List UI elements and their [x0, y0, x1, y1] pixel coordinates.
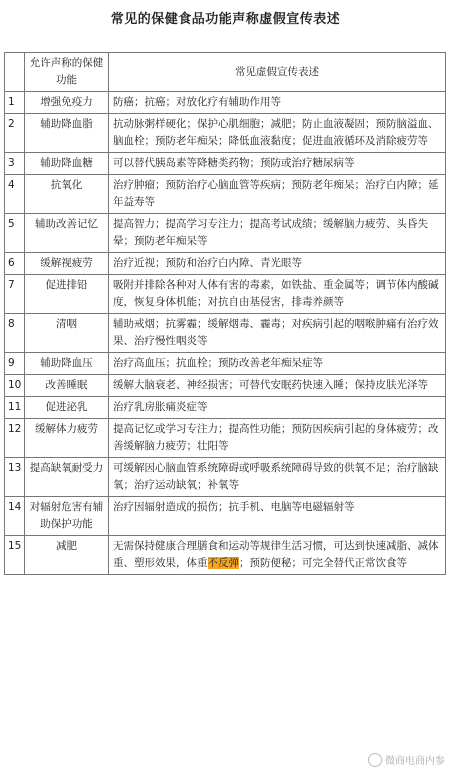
row-number: 6	[5, 253, 25, 275]
row-number: 8	[5, 314, 25, 353]
row-number: 4	[5, 175, 25, 214]
row-allowed-function: 增强免疫力	[25, 92, 109, 114]
row-number: 7	[5, 275, 25, 314]
row-allowed-function: 辅助改善记忆	[25, 214, 109, 253]
row-false-claims: 治疗乳房胀痛炎症等	[109, 397, 446, 419]
table-row	[5, 497, 446, 536]
table-row	[5, 275, 446, 314]
row-allowed-function: 抗氧化	[25, 175, 109, 214]
row-allowed-function: 改善睡眠	[25, 375, 109, 397]
row-allowed-function: 缓解体力疲劳	[25, 419, 109, 458]
wechat-icon	[368, 753, 382, 767]
table-row	[5, 175, 446, 214]
row-allowed-function: 辅助降血糖	[25, 153, 109, 175]
row-false-claims: 提高记忆或学习专注力；提高性功能；预防因疾病引起的身体疲劳；改善缓解脑力疲劳；壮阳等	[109, 419, 446, 458]
row-number: 14	[5, 497, 25, 536]
row-number: 15	[5, 536, 25, 575]
row-allowed-function: 辅助降血压	[25, 353, 109, 375]
row-allowed-function: 辅助降血脂	[25, 114, 109, 153]
table-row	[5, 92, 446, 114]
table-header-row	[5, 53, 446, 92]
row-false-claims: 提高智力；提高学习专注力；提高考试成绩；缓解脑力疲劳、头昏失晕；预防老年痴呆等	[109, 214, 446, 253]
table-row	[5, 536, 446, 575]
row-false-claims: 治疗近视；预防和治疗白内障、青光眼等	[109, 253, 446, 275]
page-title: 常见的保健食品功能声称虚假宣传表述	[110, 12, 341, 27]
highlighted-claim: 不反弹	[207, 557, 239, 569]
row-false-claims: 吸附并排除各种对人体有害的毒素，如铁盐、重金属等；调节体内酸碱度，恢复身体机能；对抗自由基侵害，排毒养颜等	[109, 275, 446, 314]
row-allowed-function: 减肥	[25, 536, 109, 575]
row-false-claims: 治疗因辐射造成的损伤；抗手机、电脑等电磁辐射等	[109, 497, 446, 536]
claims-text-part: ；预防便秘；可完全替代正常饮食等	[239, 557, 407, 569]
claims-text-part: 无需保持健康合理膳食和运动等规律生活习惯，可达到快速减脂、减体重、塑形效果，体重	[113, 540, 439, 569]
row-number: 13	[5, 458, 25, 497]
row-false-claims: 缓解大脑衰老、神经损害；可替代安眠药快速入睡；保持皮肤光泽等	[109, 375, 446, 397]
header-number	[5, 53, 25, 92]
row-false-claims: 治疗高血压；抗血栓；预防改善老年痴呆症等	[109, 353, 446, 375]
table-row	[5, 114, 446, 153]
row-allowed-function: 促进排铅	[25, 275, 109, 314]
table-row	[5, 253, 446, 275]
table-row	[5, 375, 446, 397]
header-false-claims: 常见虚假宣传表述	[109, 53, 446, 92]
table-row	[5, 314, 446, 353]
watermark-text: 微商电商内参	[385, 756, 445, 767]
header-allowed-function: 允许声称的保健功能	[25, 53, 109, 92]
row-false-claims: 防癌；抗癌；对放化疗有辅助作用等	[109, 92, 446, 114]
row-allowed-function: 提高缺氧耐受力	[25, 458, 109, 497]
row-false-claims: 辅助戒烟；抗雾霾；缓解烟毒、霾毒；对疾病引起的咽喉肿痛有治疗效果、治疗慢性咽炎等	[109, 314, 446, 353]
table-row	[5, 353, 446, 375]
row-number: 9	[5, 353, 25, 375]
row-number: 3	[5, 153, 25, 175]
row-false-claims: 治疗肿瘤；预防治疗心脑血管等疾病；预防老年痴呆；治疗白内障；延年益寿等	[109, 175, 446, 214]
row-allowed-function: 清咽	[25, 314, 109, 353]
row-allowed-function: 促进泌乳	[25, 397, 109, 419]
row-number: 2	[5, 114, 25, 153]
table-row	[5, 153, 446, 175]
row-false-claims: 可以替代胰岛素等降糖类药物；预防或治疗糖尿病等	[109, 153, 446, 175]
claims-table	[4, 52, 446, 575]
row-allowed-function: 对辐射危害有辅助保护功能	[25, 497, 109, 536]
row-false-claims	[109, 536, 446, 575]
row-false-claims: 抗动脉粥样硬化；保护心肌细胞；减肥；防止血液凝固；预防脑溢血、脑血栓；预防老年痴呆；降低血液黏度；促进血液循环及消除疲劳等	[109, 114, 446, 153]
row-number: 10	[5, 375, 25, 397]
row-false-claims: 可缓解因心脑血管系统障碍或呼吸系统障碍导致的供氧不足；治疗脑缺氧；治疗运动缺氧；补氧等	[109, 458, 446, 497]
table-row	[5, 214, 446, 253]
table-row	[5, 397, 446, 419]
table-row	[5, 458, 446, 497]
row-number: 5	[5, 214, 25, 253]
table-row	[5, 419, 446, 458]
row-number: 11	[5, 397, 25, 419]
row-number: 1	[5, 92, 25, 114]
row-allowed-function: 缓解视疲劳	[25, 253, 109, 275]
watermark	[368, 752, 445, 767]
row-number: 12	[5, 419, 25, 458]
